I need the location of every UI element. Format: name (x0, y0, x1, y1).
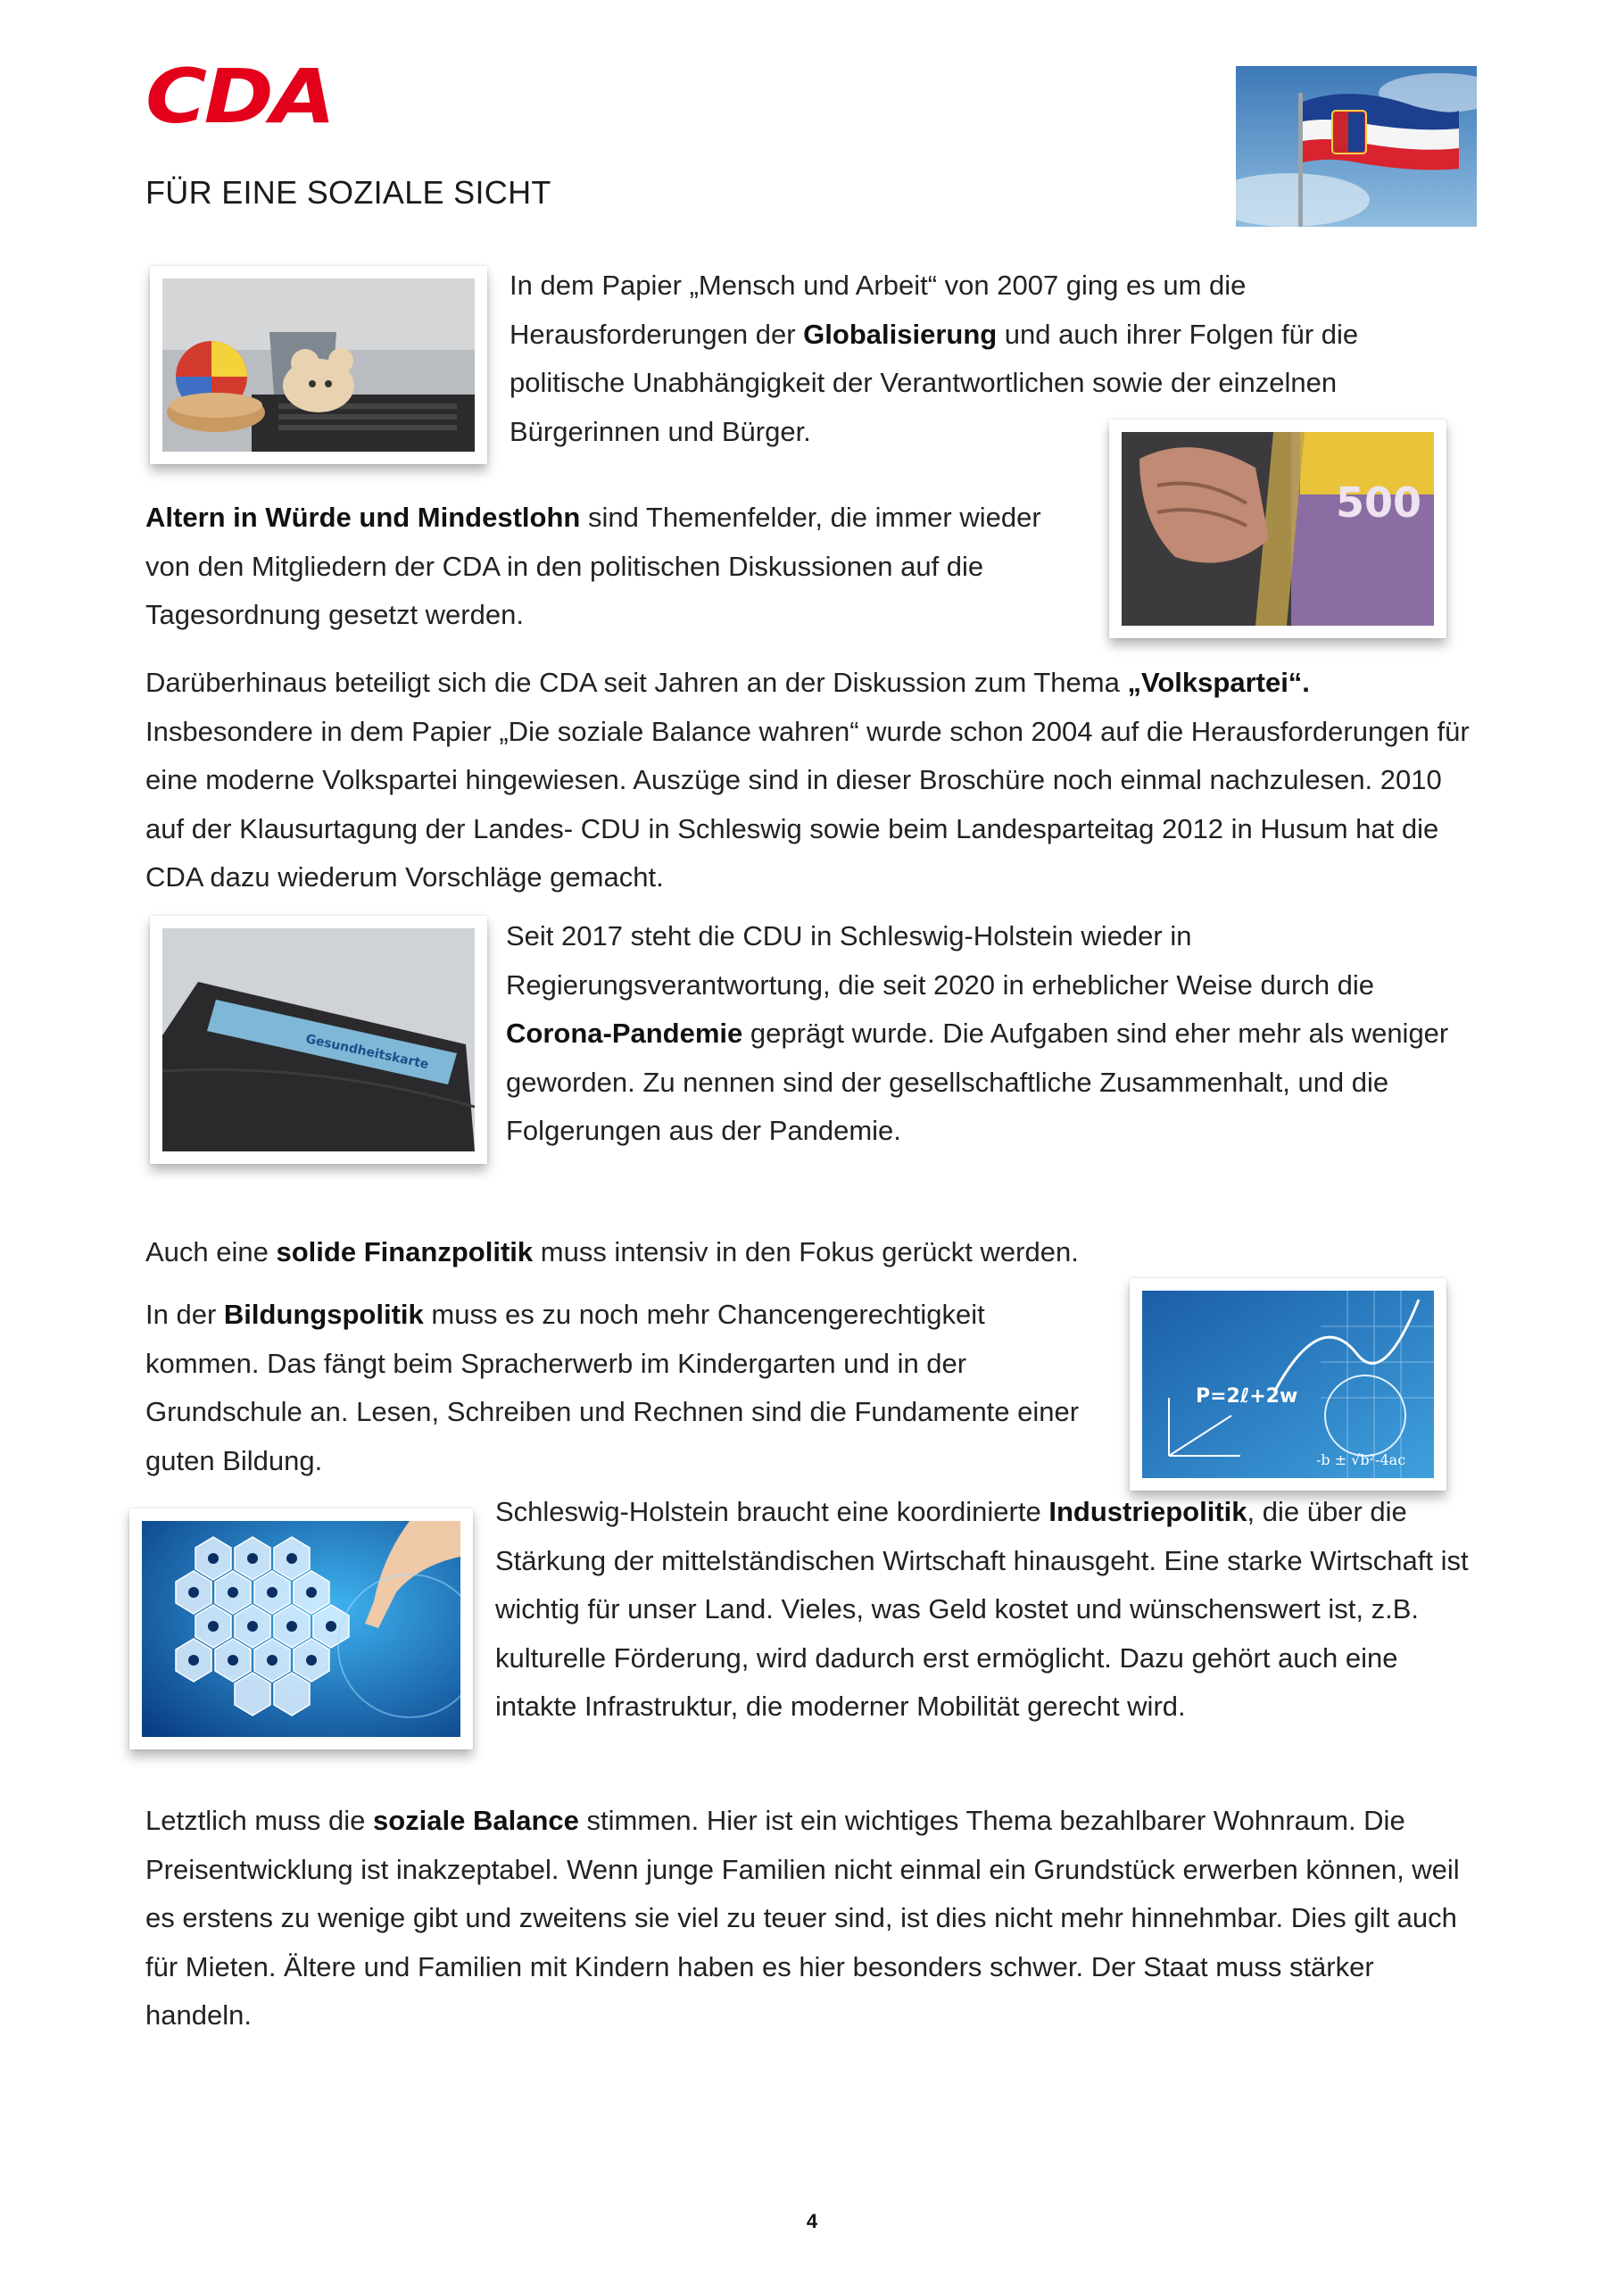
health-card-label: Gesundheitskarte (304, 1032, 430, 1073)
paragraph-globalisierung: In dem Papier „Mensch und Arbeit“ von 2007 ging es um die Herausforderungen der Globalisierung und auch ihrer Folgen für die politische Unabhängigkeit der Verantwortlichen sowie der einzelnen Bürgerinnen und Bürger. (510, 270, 1359, 447)
health-card-wallet-photo (150, 916, 487, 1164)
formula2-text: -b ± √b²-4ac (1316, 1451, 1406, 1468)
banknote-value: 500 (1336, 478, 1422, 527)
teddy-desk-photo (150, 266, 487, 464)
paragraph-finanzpolitik: Auch eine solide Finanzpolitik muss intensiv in den Fokus gerückt werden. (145, 1236, 1079, 1267)
paragraph-altern: Altern in Würde und Mindestlohn sind Themenfelder, die immer wieder von den Mitgliedern der CDA in den politischen Diskussionen auf die Tagesordnung gesetzt werden. (145, 502, 1041, 630)
formula-text: P=2ℓ+2w (1196, 1385, 1298, 1408)
hand-euro-photo (1109, 420, 1446, 638)
paragraph-bildung: In der Bildungspolitik muss es zu noch mehr Chancengerechtigkeit kommen. Das fängt beim Spracherwerb im Kindergarten und in der Grundschule an. Lesen, Schreiben und Rechnen sind die Fundamente einer guten Bildung. (145, 1299, 1080, 1476)
page-number: 4 (806, 2210, 818, 2232)
cda-logo: CDA (145, 53, 333, 140)
paragraph-industriepolitik: Schleswig-Holstein braucht eine koordinierte Industriepolitik, die über die Stärkung der mittelständischen Wirtschaft hinausgeht. Eine starke Wirtschaft ist wichtig für unser Land. Vieles, was Geld kostet und wünschenswert ist, z.B. kulturelle Förderung, wird dadurch erst ermöglicht. Dazu gehört auch eine intakte Infrastruktur, die moderner Mobilität gerecht wird. (495, 1496, 1469, 1722)
flag-photo (1236, 66, 1477, 227)
paragraph-volkspartei: Darüberhinaus beteiligt sich die CDA seit Jahren an der Diskussion zum Thema „Volkspartei“. Insbesondere in dem Papier „Die soziale Balance wahren“ wurde schon 2004 auf die Herausforderungen für eine moderne Volkspartei hingewiesen. Auszüge sind in dieser Broschüre noch einmal nachzulesen. 2010 auf der Klausurtagung der Landes- CDU in Schleswig sowie beim Landesparteitag 2012 in Husum hat die CDA dazu wiederum Vorschläge gemacht. (145, 667, 1470, 893)
paragraph-corona: Seit 2017 steht die CDU in Schleswig-Holstein wieder in Regierungsverantwortung, die seit 2020 in erheblicher Weise durch die Corona-Pandemie geprägt wurde. Die Aufgaben sind eher mehr als weniger geworden. Zu nennen sind der gesellschaftliche Zusammenhalt, und die Folgerungen aus der Pandemie. (506, 920, 1449, 1146)
math-formula-photo (1130, 1278, 1446, 1491)
network-hexagon-photo (129, 1508, 473, 1749)
page-title: FÜR EINE SOZIALE SICHT (145, 174, 551, 211)
paragraph-soziale-balance: Letztlich muss die soziale Balance stimmen. Hier ist ein wichtiges Thema bezahlbarer Wohnraum. Die Preisentwicklung ist inakzeptabel. Wenn junge Familien nicht einmal ein Grundstück erwerben können, weil es erstens zu wenige gibt und zweitens sie viel zu teuer sind, ist dies nicht mehr hinnehmbar. Dies gilt auch für Mieten. Ältere und Familien mit Kindern haben es hier besonders schwer. Der Staat muss stärker handeln. (145, 1805, 1460, 2031)
